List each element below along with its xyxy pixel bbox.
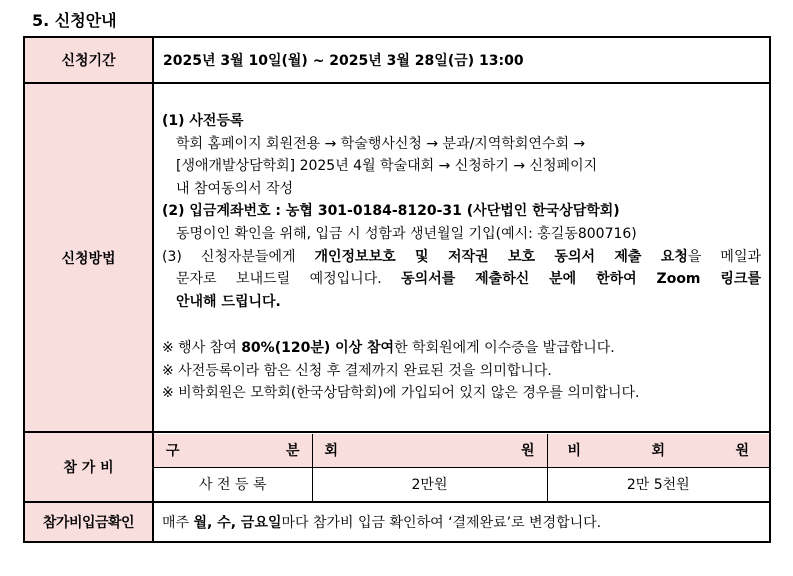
step3-text: (3) 신청자분들에게 (162, 248, 315, 265)
step3-line2 (162, 268, 761, 291)
confirm-text: 매주 (162, 515, 194, 531)
note-3: ※ 비학회원은 모학회(한국상담학회)에 가입되어 있지 않은 경우를 의미합니다. (162, 385, 640, 402)
fee-header-char: 회 (324, 443, 339, 459)
method-content (153, 83, 770, 432)
fee-row (24, 432, 770, 502)
fee-header-char: 회 (651, 443, 666, 459)
application-info-table (23, 36, 771, 543)
note-bold: 80%(120분) 이상 참여 (241, 340, 395, 357)
fee-header-char: 비 (567, 443, 582, 459)
step1-line: 내 참여동의서 작성 (176, 180, 294, 197)
fee-header-member (312, 434, 547, 468)
fee-category: 사 전 등 록 (154, 467, 312, 501)
confirm-row (24, 502, 770, 542)
confirm-bold: 월, 수, 금요일 (193, 515, 282, 531)
fee-header-row (154, 434, 769, 468)
step1-title: (1) 사전등록 (162, 112, 244, 129)
step2-line: 동명이인 확인을 위해, 입금 시 성함과 생년월일 기입(예시: 홍길동800716) (176, 225, 637, 242)
fee-cell (153, 432, 770, 502)
fee-header-char: 원 (735, 443, 749, 459)
period-label: 신청기간 (24, 37, 153, 83)
method-row (24, 83, 770, 432)
period-value: 2025년 3월 10일(월) ~ 2025년 3월 28일(금) 13:00 (153, 37, 770, 83)
fee-header-char: 원 (520, 443, 535, 459)
step3-text: 문자로 보내드릴 예정입니다. (176, 271, 402, 288)
step3-bold: 개인정보보호 및 저작권 보호 동의서 제출 요청 (314, 248, 688, 265)
step3-line3: 안내해 드립니다. (176, 293, 281, 310)
fee-table (154, 434, 769, 501)
step2-title: (2) 입금계좌번호 : 농협 301-0184-8120-31 (사단법인 한국상담학회) (162, 203, 620, 220)
step3-text: 을 메일과 (687, 248, 762, 265)
note-2: ※ 사전등록이라 함은 신청 후 결제까지 완료된 것을 의미합니다. (162, 362, 552, 379)
section-title: 5. 신청안내 (32, 11, 117, 30)
fee-header-char: 구 (166, 443, 180, 459)
fee-member-price: 2만원 (312, 467, 547, 501)
period-row (24, 37, 770, 83)
confirm-value (153, 502, 770, 542)
step3-line1 (162, 246, 761, 269)
confirm-label: 참가비입금확인 (24, 502, 153, 542)
step1-line: [생애개발상담학회] 2025년 4월 학술대회 → 신청하기 → 신청페이지 (176, 158, 598, 175)
spacer (162, 313, 761, 337)
step3-bold: 동의서를 제출하신 분에 한하여 Zoom 링크를 (401, 271, 761, 288)
fee-nonmember-price: 2만 5천원 (626, 477, 690, 493)
confirm-text: 마다 참가비 입금 확인하여 ‘결제완료’로 변경합니다. (281, 515, 602, 531)
fee-data-row (154, 467, 769, 501)
fee-header-char: 분 (285, 443, 300, 459)
method-label: 신청방법 (24, 83, 153, 432)
fee-header-category (154, 434, 312, 468)
fee-label: 참 가 비 (24, 432, 153, 502)
note-1 (162, 337, 761, 360)
step1-line: 학회 홈페이지 회원전용 → 학술행사신청 → 분과/지역학회연수회 → (176, 135, 586, 152)
note-text: ※ 행사 참여 (162, 340, 242, 357)
note-text: 한 학회원에게 이수증을 발급합니다. (394, 340, 615, 357)
fee-header-nonmember (547, 434, 769, 468)
